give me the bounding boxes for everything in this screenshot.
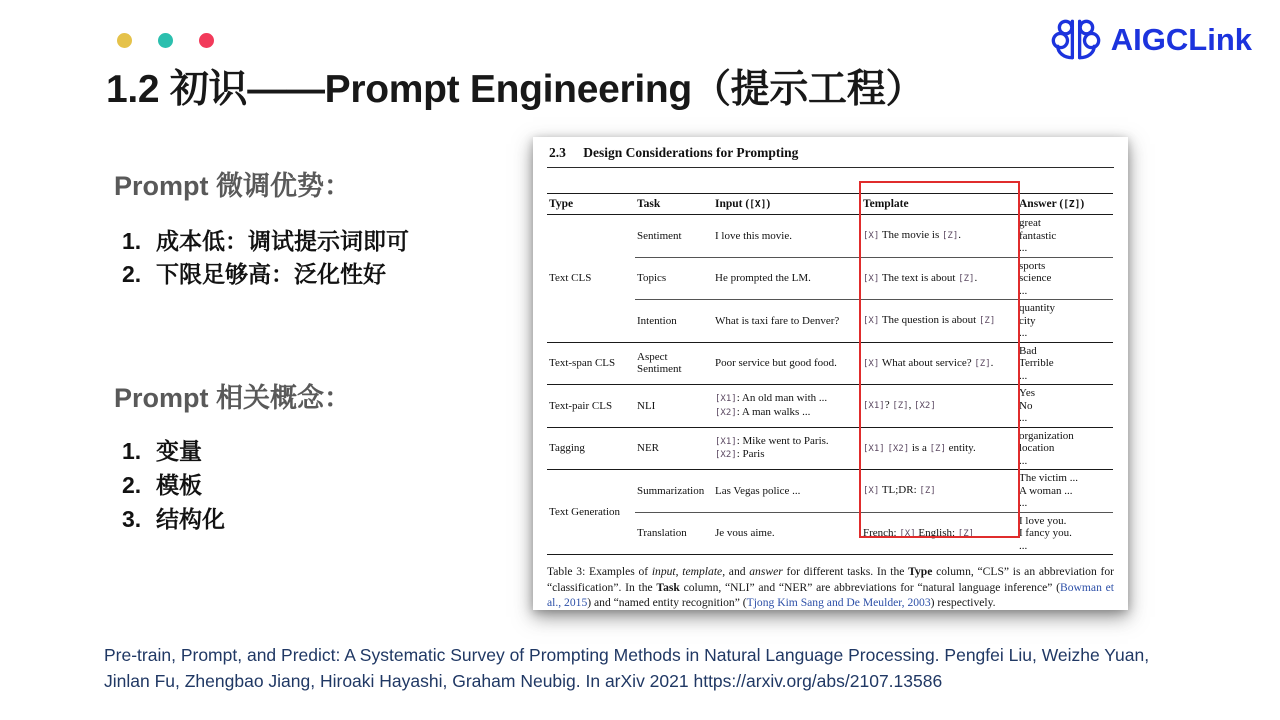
paper-section-title: Design Considerations for Prompting bbox=[583, 145, 799, 160]
answer-cell: I love you. I fancy you. ... bbox=[1017, 512, 1113, 555]
list-item-text: 下限足够高：泛化性好 bbox=[156, 261, 386, 287]
advantages-list bbox=[122, 225, 554, 291]
column-header: Task bbox=[635, 194, 713, 215]
caption-segment: Type bbox=[908, 565, 933, 578]
answer-cell: Yes No ... bbox=[1017, 385, 1113, 428]
template-cell: [X] The movie is [Z]. bbox=[861, 215, 1017, 258]
caption-segment: ) respectively. bbox=[930, 596, 996, 609]
type-cell: Text Generation bbox=[547, 470, 635, 555]
advantages-section bbox=[114, 164, 554, 291]
list-item-number: 1. bbox=[122, 438, 142, 464]
template-cell: [X] What about service? [Z]. bbox=[861, 342, 1017, 385]
caption-segment: input bbox=[651, 565, 676, 578]
answer-cell: The victim ... A woman ... ... bbox=[1017, 470, 1113, 513]
table-row bbox=[547, 427, 1113, 470]
caption-segment: template bbox=[682, 565, 723, 578]
list-item-text: 结构化 bbox=[156, 506, 225, 532]
concepts-section bbox=[114, 376, 554, 536]
task-cell: Intention bbox=[635, 300, 713, 343]
answer-cell: quantity city ... bbox=[1017, 300, 1113, 343]
section-heading-concepts: Prompt 相关概念： bbox=[114, 383, 352, 413]
table-caption bbox=[547, 564, 1114, 611]
caption-segment: Table 3: Examples of bbox=[547, 565, 652, 578]
caption-segment: for different tasks. In the bbox=[782, 565, 909, 578]
template-cell: French: [X] English: [Z] bbox=[861, 512, 1017, 555]
slot-token: [Z] bbox=[1063, 199, 1081, 210]
logo-text: AIGCLink bbox=[1110, 22, 1252, 57]
input-cell: What is taxi fare to Denver? bbox=[713, 300, 861, 343]
task-cell: Aspect Sentiment bbox=[635, 342, 713, 385]
column-header: Type bbox=[547, 194, 635, 215]
paper-section-number: 2.3 bbox=[549, 145, 566, 160]
paper-section-heading bbox=[547, 143, 1114, 168]
answer-cell: organization location ... bbox=[1017, 427, 1113, 470]
slot-token: [X] bbox=[863, 358, 880, 369]
slot-token: [Z] bbox=[892, 401, 909, 411]
input-cell: Poor service but good food. bbox=[713, 342, 861, 385]
column-header: Input ([X]) bbox=[713, 194, 861, 215]
template-cell: [X] The question is about [Z] bbox=[861, 300, 1017, 343]
left-panel bbox=[114, 164, 554, 536]
input-cell: He prompted the LM. bbox=[713, 257, 861, 300]
answer-cell: great fantastic ... bbox=[1017, 215, 1113, 258]
task-cell: Summarization bbox=[635, 470, 713, 513]
decor-dot bbox=[117, 33, 132, 48]
list-item bbox=[122, 434, 554, 468]
slot-token: [Z] bbox=[929, 443, 946, 454]
input-cell: [X1]: Mike went to Paris. [X2]: Paris bbox=[713, 427, 861, 470]
list-item-number: 2. bbox=[122, 261, 142, 287]
section-heading-advantages: Prompt 微调优势： bbox=[114, 171, 352, 201]
decor-dot bbox=[158, 33, 173, 48]
slot-token: [Z] bbox=[974, 358, 991, 369]
paper-table bbox=[547, 193, 1113, 555]
slot-token: [X1] bbox=[863, 443, 885, 454]
caption-segment: Tjong Kim Sang and De Meulder, 2003 bbox=[746, 596, 931, 609]
list-item bbox=[122, 468, 554, 502]
list-item bbox=[122, 258, 554, 291]
slot-token: [X2] bbox=[914, 401, 936, 411]
slot-token: [X] bbox=[863, 486, 880, 496]
caption-segment: , bbox=[675, 565, 683, 578]
task-cell: Topics bbox=[635, 257, 713, 300]
table-row bbox=[547, 385, 1113, 428]
slot-token: [X2] bbox=[715, 407, 737, 418]
type-cell: Tagging bbox=[547, 427, 635, 470]
task-cell: NER bbox=[635, 427, 713, 470]
list-item-number: 1. bbox=[122, 228, 142, 254]
slot-token: [Z] bbox=[919, 486, 936, 496]
caption-segment: ) and “named entity recognition” ( bbox=[587, 596, 747, 609]
table-row bbox=[547, 470, 1113, 513]
table-header-row bbox=[547, 194, 1113, 215]
type-cell: Text CLS bbox=[547, 215, 635, 343]
decor-dot bbox=[199, 33, 214, 48]
paper-screenshot bbox=[533, 137, 1128, 610]
answer-cell: sports science ... bbox=[1017, 257, 1113, 300]
list-item-number: 2. bbox=[122, 472, 142, 498]
caption-segment: column, “NLI” and “NER” are abbreviations for “natural language inference” ( bbox=[679, 580, 1061, 594]
type-cell: Text-span CLS bbox=[547, 342, 635, 385]
caption-segment: Bowman et al., 2015 bbox=[547, 580, 1114, 609]
input-cell: [X1]: An old man with ... [X2]: A man walks ... bbox=[713, 385, 861, 428]
column-header: Template bbox=[861, 194, 1017, 215]
slot-token: [Z] bbox=[942, 231, 959, 241]
template-cell: [X] The text is about [Z]. bbox=[861, 257, 1017, 300]
list-item-text: 成本低：调试提示词即可 bbox=[156, 228, 409, 254]
slot-token: [X] bbox=[899, 528, 916, 539]
table-row bbox=[547, 215, 1113, 258]
aigclink-logo bbox=[1050, 15, 1252, 65]
caption-segment: Task bbox=[656, 580, 680, 594]
slot-token: [X1] bbox=[715, 436, 737, 447]
caption-segment: , and bbox=[722, 565, 750, 578]
input-cell: Je vous aime. bbox=[713, 512, 861, 555]
slot-token: [Z] bbox=[978, 316, 996, 326]
list-item-number: 3. bbox=[122, 506, 142, 532]
template-cell: [X1] [X2] is a [Z] entity. bbox=[861, 427, 1017, 470]
template-cell: [X] TL;DR: [Z] bbox=[861, 470, 1017, 513]
slide-title: 1.2 初识——Prompt Engineering（提示工程） bbox=[106, 68, 925, 111]
list-item-text: 变量 bbox=[156, 438, 202, 464]
table-row bbox=[547, 342, 1113, 385]
task-cell: Translation bbox=[635, 512, 713, 555]
concepts-list bbox=[122, 434, 554, 536]
slot-token: [Z] bbox=[958, 273, 975, 284]
task-cell: NLI bbox=[635, 385, 713, 428]
type-cell: Text-pair CLS bbox=[547, 385, 635, 428]
slot-token: [X1] bbox=[715, 394, 737, 405]
list-item bbox=[122, 225, 554, 258]
brain-icon bbox=[1050, 15, 1102, 65]
slot-token: [X] bbox=[749, 199, 767, 210]
slot-token: [X] bbox=[863, 231, 880, 241]
template-cell: [X1]? [Z], [X2] bbox=[861, 385, 1017, 428]
slot-token: [X2] bbox=[887, 443, 910, 454]
slide-citation: Pre-train, Prompt, and Predict: A Systematic Survey of Prompting Methods in Natural Language Processing. Pengfei Liu, Weizhe Yuan, Jinlan Fu, Zhengbao Jiang, Hiroaki Hayashi, Graham Neubig. In arXiv 2021 https://arxiv.org/abs/2107.13586 bbox=[104, 645, 1150, 691]
list-item-text: 模板 bbox=[156, 472, 202, 498]
column-header: Answer ([Z]) bbox=[1017, 194, 1113, 215]
input-cell: I love this movie. bbox=[713, 215, 861, 258]
slot-token: [X2] bbox=[715, 450, 737, 461]
caption-segment: answer bbox=[749, 565, 783, 578]
slot-token: [X] bbox=[863, 316, 880, 326]
decor-dots bbox=[117, 33, 214, 48]
slot-token: [Z] bbox=[957, 528, 975, 539]
list-item bbox=[122, 502, 554, 536]
answer-cell: Bad Terrible ... bbox=[1017, 342, 1113, 385]
input-cell: Las Vegas police ... bbox=[713, 470, 861, 513]
slot-token: [X1] bbox=[863, 401, 885, 411]
task-cell: Sentiment bbox=[635, 215, 713, 258]
caption-segment: column, “CLS” is an abbreviation for “classification”. In the bbox=[547, 565, 1115, 594]
slot-token: [X] bbox=[863, 273, 880, 284]
